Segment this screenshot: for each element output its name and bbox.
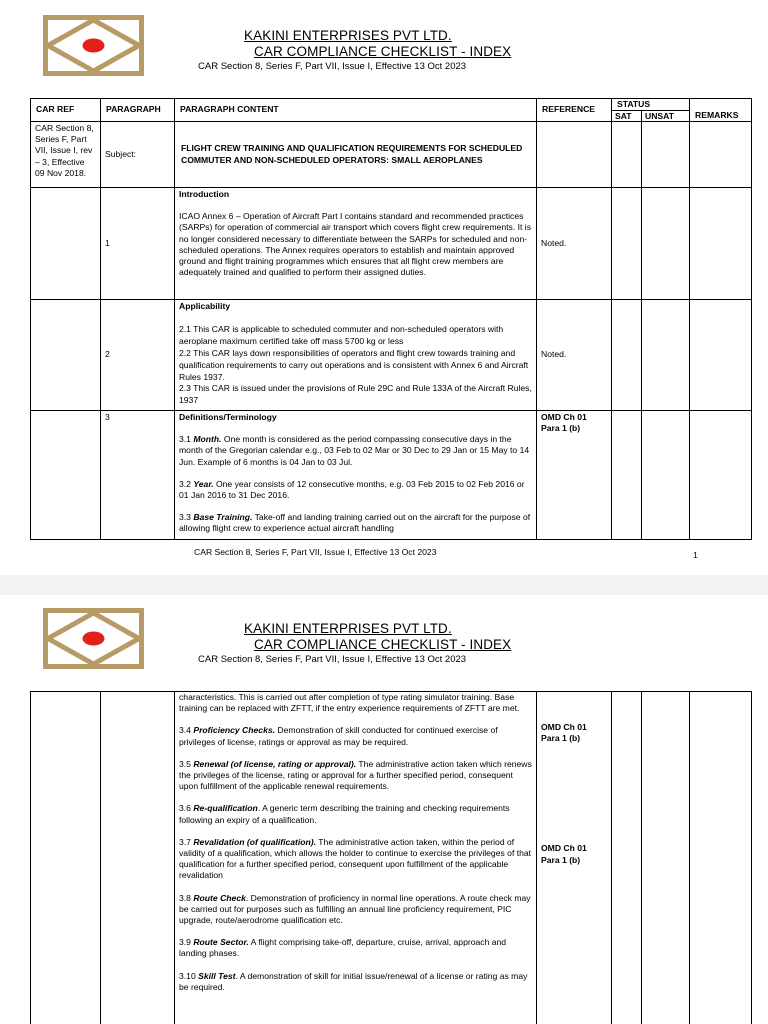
- table-row: [31, 692, 752, 1024]
- col-header-remarks: REMARKS: [690, 99, 752, 122]
- paragraph-text: characteristics. This is carried out after completion of type rating simulator training. Base training can be replaced with ZFTT, if the entry experience requirements of ZFTT are met.: [179, 692, 520, 714]
- cell-car-ref: [31, 411, 101, 540]
- cell-unsat: [642, 411, 690, 540]
- company-name: KAKINI ENTERPRISES PVT LTD.: [244, 621, 452, 636]
- table-row: [31, 188, 752, 300]
- definition: 3.9 Route Sector. A flight comprising take-off, departure, cruise, arrival, approach and landing phases.: [179, 937, 507, 959]
- cell-car-ref: [31, 300, 101, 411]
- col-header-sat: SAT: [612, 111, 642, 122]
- col-header-car-ref: CAR REF: [31, 99, 101, 122]
- page-footer: CAR Section 8, Series F, Part VII, Issue I, Effective 13 Oct 2023: [194, 547, 437, 557]
- reference-b: OMD Ch 01 Para 1 (b): [541, 843, 587, 865]
- cell-car-ref: [31, 188, 101, 300]
- section-heading: Introduction: [179, 189, 230, 199]
- definition: 3.6 Re-qualification. A generic term describing the training and checking requirements following an expiry of a qualification.: [179, 803, 510, 825]
- cell-content: [175, 411, 537, 540]
- cell-sat: [612, 122, 642, 188]
- paragraph-text: 2.3 This CAR is issued under the provisions of Rule 29C and Rule 133A of the Aircraft Rules, 1937: [179, 383, 532, 406]
- cell-car-ref: [31, 692, 101, 1024]
- document-title: CAR COMPLIANCE CHECKLIST - INDEX: [254, 44, 512, 59]
- cell-unsat: [642, 300, 690, 411]
- cell-reference: [537, 122, 612, 188]
- cell-remarks: [690, 188, 752, 300]
- company-name: KAKINI ENTERPRISES PVT LTD.: [244, 28, 452, 43]
- document-subtitle: CAR Section 8, Series F, Part VII, Issue I, Effective 13 Oct 2023: [198, 61, 467, 72]
- cell-paragraph: 3: [101, 411, 175, 540]
- cell-content: [175, 692, 537, 1024]
- reference-a: OMD Ch 01 Para 1 (b): [541, 722, 587, 744]
- company-logo: [43, 608, 144, 669]
- page-separator: [0, 575, 768, 595]
- cell-paragraph: [101, 692, 175, 1024]
- definition: 3.10 Skill Test. A demonstration of skill for initial issue/renewal of a license or rating as may be required.: [179, 970, 528, 992]
- cell-remarks: [690, 411, 752, 540]
- cell-unsat: [642, 692, 690, 1024]
- col-header-content: PARAGRAPH CONTENT: [175, 99, 537, 122]
- paragraph-text: 2.2 This CAR lays down responsibilities of operators and flight crew towards training and qualification requirements to carry out operations and is consistent with Annex 6 and Aircraft Rules 1937.: [179, 347, 529, 382]
- definition: 3.7 Revalidation (of qualification). The administrative action taken, within the period of validity of a qualification, which allows the holder to continue to exercise the privileges of that qualification for a further specified period, consequent upon fulfillment of the applicable revalidation: [179, 836, 532, 881]
- cell-remarks: [690, 300, 752, 411]
- col-header-status: STATUS: [612, 99, 690, 111]
- table-row: [31, 300, 752, 411]
- col-header-reference: REFERENCE: [537, 99, 612, 122]
- table-row: [31, 122, 752, 188]
- cell-remarks: [690, 122, 752, 188]
- cell-sat: [612, 300, 642, 411]
- paragraph-text: ICAO Annex 6 – Operation of Aircraft Part I contains standard and recommended practices (SARPs) for operation of commercial air transport which covers flight crew requirements. It is no longer considered necessary to differentiate between the SARPs for scheduled and non-scheduled operations. The Annex requires operators to establish and maintain approved ground and flight training programmes which ensures that all flight crew members are adequately trained and qualified to perform their assigned duties.: [179, 211, 531, 278]
- definition: 3.3 Base Training. Take-off and landing training carried out on the aircraft for the purpose of allowing flight crew to experience actual aircraft handling: [179, 512, 531, 534]
- cell-reference: Noted.: [537, 188, 612, 300]
- document-page-2: [0, 595, 768, 1024]
- definition: 3.8 Route Check. Demonstration of proficiency in normal line operations. A route check may be carried out for purposes such as fulfilling an annual line proficiency requirement, PIC upgrade, route/aerodrome qualification etc.: [179, 892, 531, 926]
- company-logo: [43, 15, 144, 76]
- cell-car-ref: CAR Section 8, Series F, Part VII, Issue I, rev – 3, Effective 09 Nov 2018.: [31, 122, 101, 188]
- cell-sat: [612, 411, 642, 540]
- cell-unsat: [642, 188, 690, 300]
- cell-reference: Noted.: [537, 300, 612, 411]
- col-header-paragraph: PARAGRAPH: [101, 99, 175, 122]
- cell-remarks: [690, 692, 752, 1024]
- definition: 3.2 Year. One year consists of 12 consecutive months, e.g. 03 Feb 2015 to 02 Feb 2016 or 01 Jan 2016 to 31 Dec 2016.: [179, 478, 525, 501]
- cell-paragraph: 2: [101, 300, 175, 411]
- checklist-table: [30, 98, 752, 540]
- section-heading: Applicability: [179, 301, 231, 311]
- checklist-table-continued: [30, 691, 752, 1024]
- cell-reference: [537, 692, 612, 1024]
- cell-sat: [612, 188, 642, 300]
- cell-sat: [612, 692, 642, 1024]
- cell-content: [175, 300, 537, 411]
- cell-reference: OMD Ch 01 Para 1 (b): [537, 411, 612, 540]
- col-header-unsat: UNSAT: [642, 111, 690, 122]
- table-row: [31, 411, 752, 540]
- definition: 3.4 Proficiency Checks. Demonstration of skill conducted for continued exercise of privileges of license, ratings or approval as may be required.: [179, 725, 498, 747]
- definition: 3.1 Month. One month is considered as the period compassing consecutive days in the month of the Gregorian calendar e.g., 03 Feb to 02 Mar or 30 Dec to 29 Jan or 15 May to 14 Jun. Example of 6 months is 04 Jan to 03 Jul.: [179, 434, 530, 467]
- page-number: 1: [693, 550, 698, 560]
- paragraph-text: 2.1 This CAR is applicable to scheduled commuter and non-scheduled operators with aeroplane maximum certified take off mass 5700 kg or less: [179, 323, 504, 346]
- cell-subject: FLIGHT CREW TRAINING AND QUALIFICATION REQUIREMENTS FOR SCHEDULED COMMUTER AND NON-SCHEDULED OPERATORS: SMALL AEROPLANES: [175, 122, 537, 188]
- cell-paragraph: Subject:: [101, 122, 175, 188]
- cell-paragraph: 1: [101, 188, 175, 300]
- cell-unsat: [642, 122, 690, 188]
- document-subtitle: CAR Section 8, Series F, Part VII, Issue I, Effective 13 Oct 2023: [198, 654, 467, 665]
- definition: 3.5 Renewal (of license, rating or approval). The administrative action taken which renews the privileges of the license, rating or approval for a further specified period, consequent upon fulfillment of the applicable renewal requirements.: [179, 758, 532, 792]
- cell-content: [175, 188, 537, 300]
- section-heading: Definitions/Terminology: [179, 412, 277, 422]
- document-title: CAR COMPLIANCE CHECKLIST - INDEX: [254, 637, 512, 652]
